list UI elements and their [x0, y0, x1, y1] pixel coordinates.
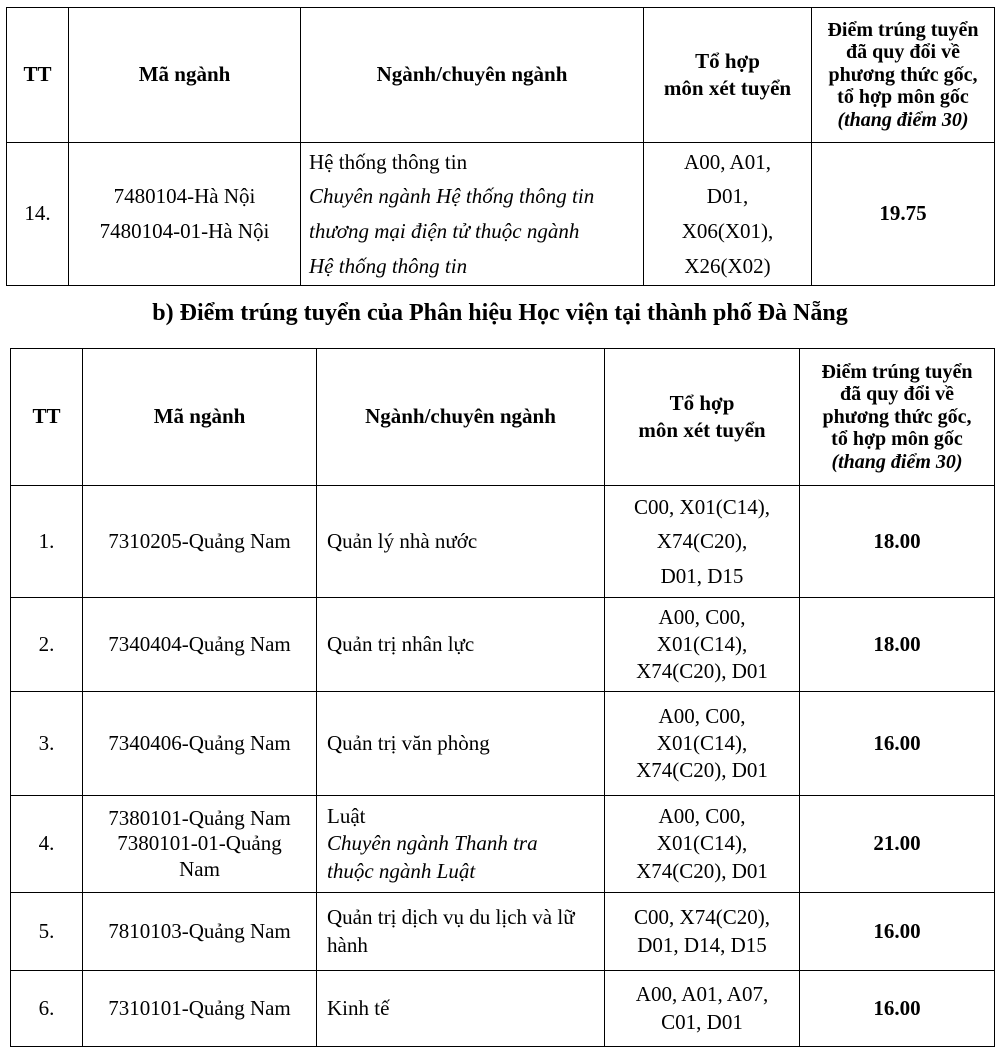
section-heading: b) Điểm trúng tuyển của Phân hiệu Học viện tại thành phố Đà Nẵng: [152, 300, 848, 326]
row-major-name: Quản trị dịch vụ du lịch và lữ: [327, 905, 575, 930]
row-tt: 5.: [11, 893, 83, 971]
header-diem-scale: (thang điểm 30): [831, 450, 963, 473]
header-tt: TT: [7, 8, 69, 143]
row-tt: 6.: [11, 971, 83, 1047]
table-row: [11, 971, 995, 1047]
row-combo: X74(C20), D01: [636, 659, 768, 684]
row-codes: [83, 893, 317, 971]
row-code: 7380101-Quảng Nam: [108, 806, 291, 831]
row-score: 16.00: [800, 692, 995, 796]
header-diem: [812, 8, 995, 143]
header-diem-scale: (thang điểm 30): [837, 108, 969, 131]
row-combo: D01, D15: [660, 563, 744, 588]
row-combo: C00, X74(C20),: [634, 905, 770, 930]
row-major: [317, 598, 605, 692]
row-combos: [605, 692, 800, 796]
row-code: 7310101-Quảng Nam: [108, 995, 291, 1020]
table-header-row: [11, 349, 995, 486]
admission-table-hanoi: [6, 7, 995, 286]
table-row: [11, 692, 995, 796]
row-major-name: Quản trị văn phòng: [327, 730, 490, 755]
row-combo: X74(C20), D01: [636, 858, 768, 883]
row-score: 16.00: [800, 893, 995, 971]
header-to-hop-line: môn xét tuyển: [638, 418, 766, 442]
table-row: [11, 893, 995, 971]
admission-table-danang: [10, 348, 995, 1047]
row-combo: X01(C14),: [656, 730, 748, 755]
row-combos: [605, 893, 800, 971]
header-diem-line: Điểm trúng tuyển: [821, 361, 973, 384]
row-score: 18.00: [800, 486, 995, 598]
row-combo: X26(X02): [684, 253, 771, 278]
row-combo: X01(C14),: [656, 631, 748, 656]
row-codes: [83, 598, 317, 692]
header-nganh: Ngành/chuyên ngành: [317, 349, 605, 486]
row-major-name: Luật: [327, 804, 366, 829]
row-score: 21.00: [800, 796, 995, 893]
row-combos: [605, 796, 800, 893]
row-combo: D01, D14, D15: [637, 932, 767, 957]
header-diem: [800, 349, 995, 486]
row-combo: D01,: [706, 184, 749, 209]
row-combo: C01, D01: [661, 1009, 743, 1034]
row-specialization: Chuyên ngành Thanh tra: [327, 831, 538, 856]
row-combo: A00, C00,: [658, 703, 746, 728]
row-tt: 1.: [11, 486, 83, 598]
row-tt: 2.: [11, 598, 83, 692]
row-combos: [605, 971, 800, 1047]
row-codes: [83, 692, 317, 796]
header-ma-nganh: Mã ngành: [69, 8, 301, 143]
row-score: 16.00: [800, 971, 995, 1047]
row-major-name: Kinh tế: [327, 995, 390, 1020]
header-ma-nganh: Mã ngành: [83, 349, 317, 486]
header-diem-line: tổ hợp môn gốc: [837, 86, 969, 109]
row-major: [317, 486, 605, 598]
row-combo: A00, A01,: [684, 149, 771, 174]
row-tt: 3.: [11, 692, 83, 796]
header-diem-line: tổ hợp môn gốc: [831, 428, 963, 451]
row-code: 7480104-Hà Nội: [113, 184, 256, 209]
row-score: 19.75: [812, 143, 995, 286]
row-combo: X01(C14),: [656, 831, 748, 856]
row-major: [317, 692, 605, 796]
header-to-hop: [605, 349, 800, 486]
table-row: [11, 598, 995, 692]
header-diem-line: đã quy đổi về: [840, 383, 954, 406]
row-code: 7310205-Quảng Nam: [108, 528, 291, 553]
row-major-name: Quản trị nhân lực: [327, 631, 475, 656]
row-major-name: Hệ thống thông tin: [309, 149, 468, 174]
row-codes: [83, 971, 317, 1047]
table-row: [11, 796, 995, 893]
header-to-hop-line: môn xét tuyển: [663, 76, 792, 100]
row-code: 7810103-Quảng Nam: [108, 918, 291, 943]
row-major: [301, 143, 644, 286]
header-tt: TT: [11, 349, 83, 486]
row-combos: [605, 486, 800, 598]
row-codes: [69, 143, 301, 286]
row-tt: 4.: [11, 796, 83, 893]
row-major-name: hành: [327, 932, 368, 957]
table-row: [7, 143, 995, 286]
row-specialization: Chuyên ngành Hệ thống thông tin: [309, 184, 595, 209]
row-major-name: Quản lý nhà nước: [327, 528, 478, 553]
row-combos: [605, 598, 800, 692]
row-code: Nam: [179, 856, 220, 881]
row-tt: 14.: [7, 143, 69, 286]
row-codes: [83, 486, 317, 598]
header-diem-line: phương thức gốc,: [828, 63, 978, 86]
row-major: [317, 971, 605, 1047]
row-combo: A00, A01, A07,: [635, 982, 769, 1007]
row-combo: X74(C20),: [656, 529, 748, 554]
row-code: 7340406-Quảng Nam: [108, 730, 291, 755]
row-combo: C00, X01(C14),: [634, 494, 770, 519]
row-code: 7380101-01-Quảng: [117, 831, 282, 856]
header-diem-line: đã quy đổi về: [846, 41, 960, 64]
row-major: [317, 893, 605, 971]
row-combo: A00, C00,: [658, 604, 746, 629]
row-combos: [644, 143, 812, 286]
row-major: [317, 796, 605, 893]
row-score: 18.00: [800, 598, 995, 692]
header-to-hop-line: Tổ hợp: [669, 390, 735, 415]
header-to-hop: [644, 8, 812, 143]
row-combo: X06(X01),: [681, 219, 774, 243]
row-combo: X74(C20), D01: [636, 758, 768, 783]
header-diem-line: phương thức gốc,: [822, 405, 972, 428]
row-combo: A00, C00,: [658, 804, 746, 829]
row-code: 7340404-Quảng Nam: [108, 631, 291, 656]
row-codes: [83, 796, 317, 893]
header-nganh: Ngành/chuyên ngành: [301, 8, 644, 143]
row-specialization: thuộc ngành Luật: [327, 858, 476, 883]
row-code: 7480104-01-Hà Nội: [99, 219, 270, 243]
header-diem-line: Điểm trúng tuyển: [827, 19, 979, 42]
header-to-hop-line: Tổ hợp: [695, 48, 760, 73]
row-specialization: Hệ thống thông tin: [309, 253, 468, 278]
table-row: [11, 486, 995, 598]
table-header-row: [7, 8, 995, 143]
row-specialization: thương mại điện tử thuộc ngành: [309, 219, 580, 243]
